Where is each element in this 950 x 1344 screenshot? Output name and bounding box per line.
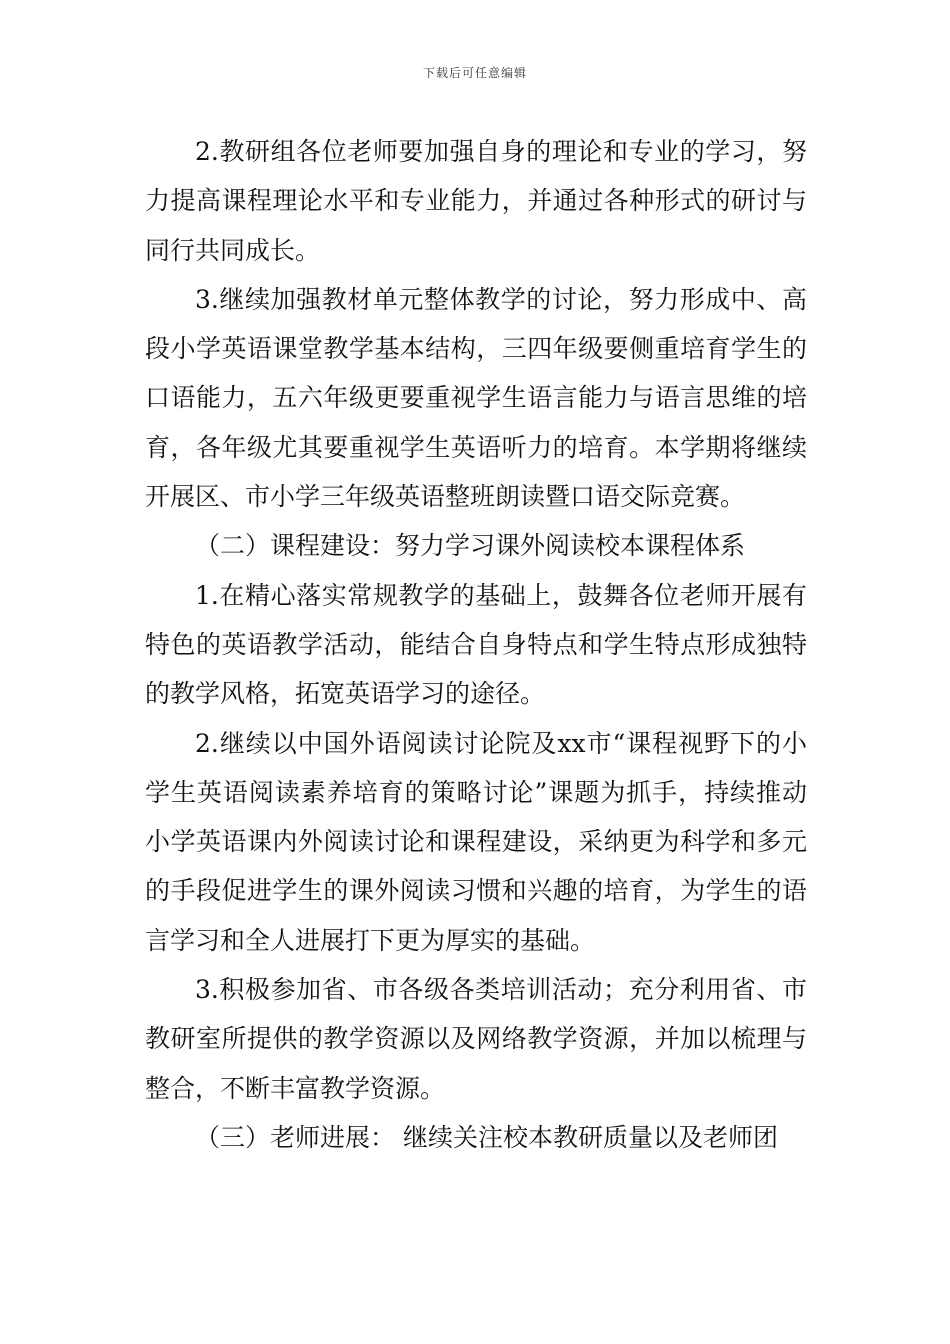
paragraph-unit-teaching: 3.继续加强教材单元整体教学的讨论，努力形成中、高段小学英语课堂教学基本结构，三四年级要侧重培育学生的口语能力，五六年级更要重视学生语言能力与语言思维的培育，各年级尤其要重视学生英语听力的培育。本学期将继续开展区、市小学三年级英语整班朗读暨口语交际竞赛。: [145, 284, 807, 512]
paragraph-training-resources: 3.积极参加省、市各级各类培训活动；充分利用省、市教研室所提供的教学资源以及网络教学资源，并加以梳理与整合，不断丰富教学资源。: [145, 975, 807, 1103]
section-heading-teacher-development: （三）老师进展： 继续关注校本教研质量以及老师团: [195, 1122, 778, 1152]
document-body: [145, 127, 807, 1162]
page-header: 下载后可任意编辑: [422, 66, 527, 80]
paragraph-teacher-study: 2.教研组各位老师要加强自身的理论和专业的学习，努力提高课程理论水平和专业能力，并通过各种形式的研讨与同行共同成长。: [145, 137, 807, 265]
section-heading-curriculum: （二）课程建设：努力学习课外阅读校本课程体系: [195, 531, 746, 561]
paragraph-reading-research: 2.继续以中国外语阅读讨论院及xx市“课程视野下的小学生英语阅读素养培育的策略讨论”课题为抓手，持续推动小学英语课内外阅读讨论和课程建设，采纳更为科学和多元的手段促进学生的课外阅读习惯和兴趣的培育，为学生的语言学习和全人进展打下更为厚实的基础。: [145, 728, 807, 955]
paragraph-teaching-activities: 1.在精心落实常规教学的基础上，鼓舞各位老师开展有特色的英语教学活动，能结合自身特点和学生特点形成独特的教学风格，拓宽英语学习的途径。: [145, 580, 807, 709]
